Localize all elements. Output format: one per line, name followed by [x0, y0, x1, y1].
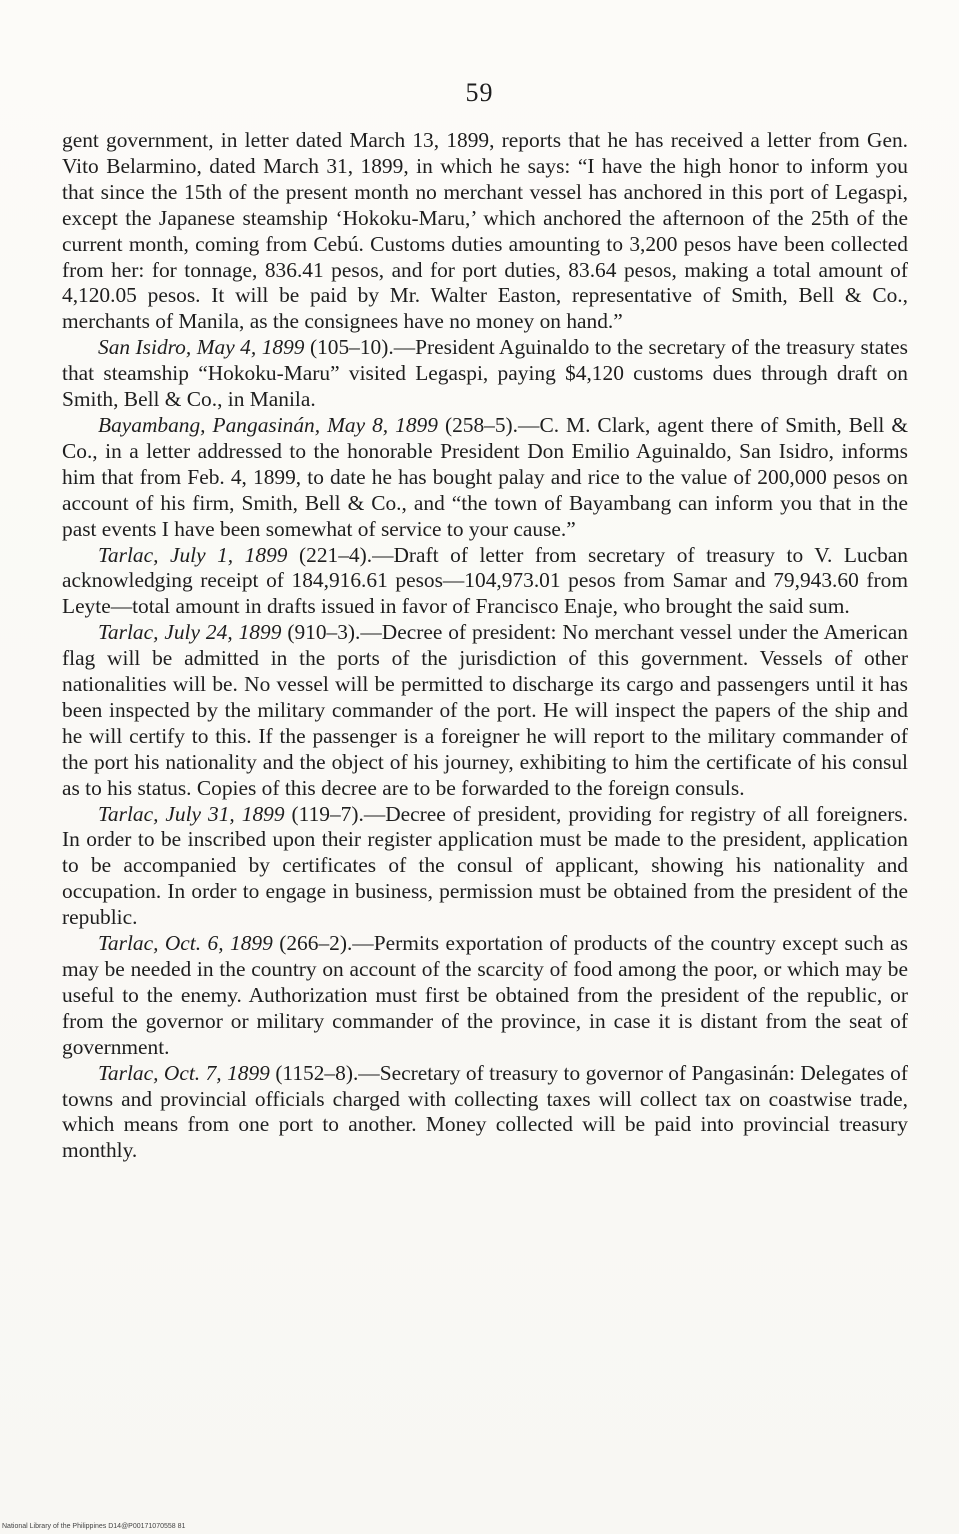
entry-text: President Aguinaldo to the secretary of the treasury states that steamship “Hokoku-Maru” visited Legaspi, paying $4,120 customs dues through draft on Smith, Bell & Co., in Manila.: [62, 335, 908, 412]
entry-citation: (1152–8).—: [269, 1060, 380, 1085]
entry-citation: (221–4).—: [287, 542, 394, 567]
entry-tarlac-oct-7: [62, 1061, 908, 1165]
entry-tarlac-july-1: [62, 543, 908, 621]
entry-heading: Tarlac, July 1, 1899: [98, 542, 288, 567]
entry-san-isidro-may-4: [62, 335, 908, 413]
entry-text: Secretary of treasury to governor of Pangasinán: Delegates of towns and provincial officials charged with collecting taxes will collect tax on coastwise trade, which means from one port to another. Money collected will be paid into provincial treasury monthly.: [62, 1060, 908, 1163]
entry-heading: Tarlac, July 24, 1899: [98, 620, 282, 645]
entry-text: Permits exportation of products of the country except such as may be needed in the country on account of the scarcity of food among the poor, or which may be useful to the enemy. Authorization must first be obtained from the president of the republic, or from the governor or military commander of the province, in case it is distant from the seat of government.: [62, 931, 909, 1059]
entry-citation: (258–5).—: [437, 412, 540, 437]
paragraph-text: gent government, in letter dated March 13, 1899, reports that he has received a letter from Gen. Vito Belarmino, dated March 31, 1899, in which he says: “I have the high honor to inform you that since the 15th of the present month no merchant vessel has anchored in this port of Legaspi, except the Japanese steamship ‘Hokoku-Maru,’ which anchored the afternoon of the 25th of the current month, coming from Cebú. Customs duties amounting to 3,200 pesos have been collected from her: for tonnage, 836.41 pesos, and for port duties, 83.64 pesos, making a total amount of 4,120.05 pesos. It will be paid by Mr. Walter Easton, representative of Smith, Bell & Co., merchants of Manila, as the consignees have no money on hand.”: [62, 128, 908, 334]
entry-tarlac-july-31: [62, 802, 908, 932]
entry-citation: (910–3).—: [281, 620, 382, 645]
entry-citation: (266–2).—: [272, 931, 374, 956]
entry-text: Draft of letter from secretary of treasury to V. Lucban acknowledging receipt of 184,916.61 pesos—104,973.01 pesos from Samar and 79,943.60 from Leyte—total amount in drafts issued in favor of Francisco Enaje, who brought the said sum.: [62, 542, 908, 619]
entry-bayambang-may-8: [62, 413, 908, 543]
entry-tarlac-july-24: [62, 620, 908, 801]
page-number: 59: [465, 78, 494, 107]
scan-footer: National Library of the Philippines D14@P00171070558 81: [2, 1523, 186, 1530]
entry-heading: Bayambang, Pangasinán, May 8, 1899: [98, 412, 438, 437]
entry-heading: San Isidro, May 4, 1899: [98, 335, 305, 360]
entry-heading: Tarlac, Oct. 7, 1899: [98, 1060, 270, 1085]
body-text: [62, 128, 908, 1164]
entry-text: Decree of president: No merchant vessel under the American flag will be admitted in the ports of the jurisdiction of this government. Vessels of other nationalities will be. No vessel will be permitted to discharge its cargo and passengers until it has been inspected by the military commander of the port. He will inspect the papers of the ship and he will certify to this. If the passenger is a foreigner he will report to the military commander of the port his nationality and the object of his journey, exhibiting to him the certificate of his consul as to his status. Copies of this decree are to be forwarded to the foreign consuls.: [62, 620, 908, 800]
entry-tarlac-oct-6: [62, 931, 908, 1061]
paragraph-continuation: [62, 128, 908, 335]
entry-citation: (119–7).—: [284, 801, 386, 826]
entry-citation: (105–10).—: [304, 335, 416, 360]
entry-heading: Tarlac, July 31, 1899: [98, 801, 285, 826]
entry-heading: Tarlac, Oct. 6, 1899: [98, 931, 273, 956]
entry-text: Decree of president, providing for registry of all foreigners. In order to be inscribed upon their register application must be made to the president, application to be accompanied by certificates of the consul of applicant, showing his nationality and occupation. In order to engage in business, permission must be obtained from the president of the republic.: [62, 801, 909, 930]
entry-text: C. M. Clark, agent there of Smith, Bell & Co., in a letter addressed to the honorable President Don Emilio Aguinaldo, San Isidro, informs him that from Feb. 4, 1899, to date he has bought palay and rice to the value of 200,000 pesos on account of his firm, Smith, Bell & Co., and “the town of Bayambang can inform you that in the past events I have been somewhat of service to your cause.”: [62, 412, 909, 541]
